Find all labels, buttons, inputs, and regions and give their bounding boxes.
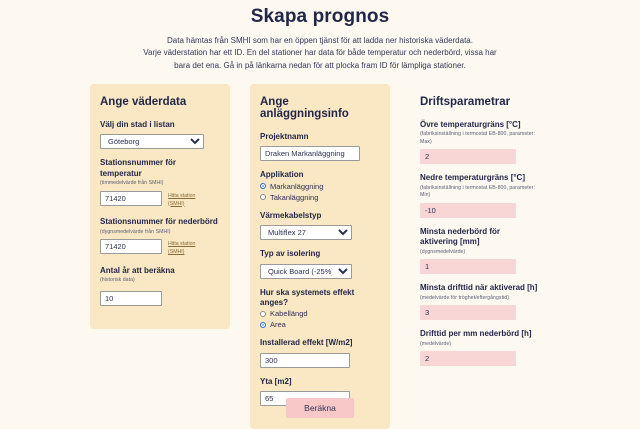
runtime-per-mm-input[interactable] (420, 351, 516, 366)
min-runtime-input[interactable] (420, 305, 516, 320)
min-precip-input[interactable] (420, 259, 516, 274)
runtime-per-mm-label: Drifttid per mm nederbörd [h] (420, 329, 532, 339)
min-runtime-label: Minsta drifttid när aktiverad [h] (420, 283, 538, 293)
project-name-field (260, 132, 380, 161)
power-mode-field (260, 288, 380, 330)
radio-application-mark-label: Markanläggning (270, 181, 324, 191)
installed-effect-label: Installerad effekt [W/m2] (260, 338, 353, 348)
operation-parameters-panel (410, 84, 550, 389)
footer (0, 398, 640, 418)
intro-line-2: Varje väderstation har ett ID. En del stationer har data för både temperatur och nederbörd, vissa har (143, 48, 497, 58)
calculate-button[interactable]: Beräkna (286, 398, 354, 418)
min-runtime-sublabel: (medelvärde för tröghet/eftergångstid) (420, 294, 509, 301)
city-field (100, 120, 220, 149)
radio-unselected-icon (260, 311, 266, 317)
radio-power-area[interactable] (260, 320, 380, 329)
operation-panel-title: Driftsparametrar (420, 96, 511, 108)
radio-unselected-icon (260, 194, 266, 200)
radio-application-tak-label: Takanläggning (270, 192, 319, 202)
temp-station-find-link[interactable]: Hitta station (SMHI) (168, 192, 196, 207)
facility-info-panel (250, 84, 390, 429)
cable-type-field (260, 211, 380, 240)
min-precip-label: Minsta nederbörd för aktivering [mm] (420, 226, 501, 247)
radio-selected-icon (260, 183, 266, 189)
years-field (100, 266, 220, 306)
insulation-label: Typ av isolering (260, 249, 321, 259)
facility-panel-title: Ange anläggningsinfo (260, 96, 349, 120)
application-label: Applikation (260, 170, 304, 180)
temp-station-input[interactable] (100, 191, 162, 206)
form-columns (0, 84, 640, 429)
page-title: Skapa prognos (250, 6, 390, 27)
city-label: Välj din stad i listan (100, 120, 175, 129)
temp-station-row (100, 191, 220, 209)
cable-type-label: Värmekabelstyp (260, 210, 322, 220)
temp-station-field (100, 158, 220, 208)
project-name-label: Projektnamn (260, 132, 309, 141)
radio-selected-icon (260, 322, 266, 328)
intro-line-1: Data hämtas från SMHI som har en öppen tjänst för att ladda ner historiska väderdata. (167, 36, 473, 45)
power-mode-label: Hur ska systemets effekt anges? (260, 287, 355, 307)
weather-data-panel (90, 84, 230, 329)
precip-station-field (100, 217, 220, 257)
precip-station-sublabel: (dygnsmedelvärde från SMHI) (100, 228, 171, 235)
intro-line-3: bara det ena. Gå in på länkarna nedan för att plocka fram ID för lämpliga stationer. (174, 60, 466, 70)
radio-power-area-label: Area (270, 320, 286, 330)
lower-temp-input[interactable] (420, 203, 516, 218)
lower-temp-sublabel: (fabriksinställning i termostat EB-800, parameter: Min) (420, 184, 535, 199)
page-header (0, 0, 640, 72)
lower-temp-label: Nedre temperaturgräns [°C] (420, 173, 525, 183)
installed-effect-field (260, 338, 380, 367)
years-sublabel: (historisk data) (100, 277, 135, 284)
radio-power-cable-length[interactable] (260, 309, 380, 318)
precip-station-label: Stationsnummer för nederbörd (100, 217, 218, 227)
lower-temp-field (420, 173, 540, 217)
project-name-input[interactable] (260, 146, 360, 161)
min-precip-field (420, 227, 540, 274)
insulation-field (260, 249, 380, 278)
upper-temp-input[interactable] (420, 149, 516, 164)
precip-station-row (100, 239, 220, 257)
upper-temp-field (420, 120, 540, 164)
years-label: Antal år att beräkna (100, 265, 175, 275)
radio-application-tak[interactable] (260, 193, 380, 202)
intro-text (100, 35, 540, 72)
city-select[interactable] (100, 134, 204, 149)
application-field (260, 170, 380, 201)
insulation-select[interactable] (260, 264, 352, 279)
upper-temp-label: Övre temperaturgräns [°C] (420, 120, 521, 129)
upper-temp-sublabel: (fabriksinställning i termostat EB-800, parameter: Max) (420, 131, 535, 145)
runtime-per-mm-field (420, 329, 540, 366)
installed-effect-input[interactable] (260, 353, 350, 368)
precip-station-input[interactable] (100, 239, 162, 254)
min-precip-sublabel: (dygnsmedelvärde) (420, 248, 466, 255)
temp-station-sublabel: (timmedelvärde från SMHI) (100, 180, 164, 187)
area-label: Yta [m2] (260, 376, 292, 386)
radio-power-cable-length-label: Kabellängd (270, 309, 308, 319)
precip-station-find-link[interactable]: Hitta station (SMHI) (168, 241, 196, 256)
weather-panel-title: Ange väderdata (100, 96, 187, 108)
cable-type-select[interactable] (260, 225, 352, 240)
temp-station-label: Stationsnummer för temperatur (100, 158, 177, 178)
runtime-per-mm-sublabel: (medelvärde) (420, 340, 452, 347)
years-input[interactable] (100, 291, 162, 306)
radio-application-mark[interactable] (260, 182, 380, 191)
min-runtime-field (420, 283, 540, 320)
